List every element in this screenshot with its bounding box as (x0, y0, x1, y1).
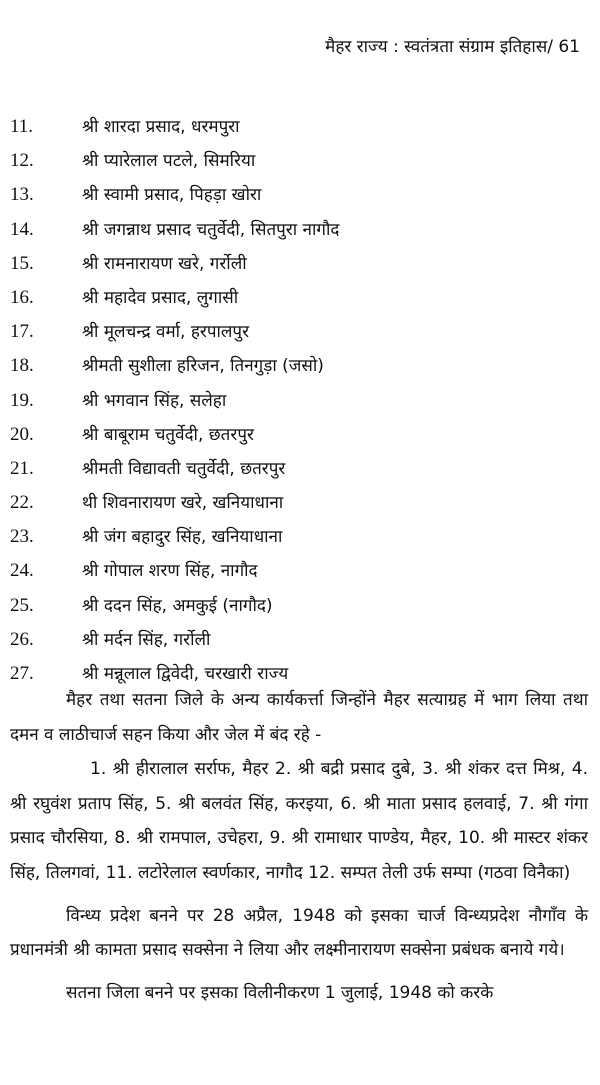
item-text: थी शिवनारायण खरे, खनियाधाना (82, 493, 284, 514)
item-number: 18. (10, 355, 34, 377)
list-item (10, 554, 585, 588)
list-item (10, 247, 585, 281)
paragraph-satna-district: सतना जिला बनने पर इसका विलीनीकरण 1 जुलाई, 1948 को करके (66, 982, 494, 1003)
item-text: श्री जगन्नाथ प्रसाद चतुर्वेदी, सितपुरा नागौद (82, 219, 340, 240)
item-number: 24. (10, 560, 34, 582)
body-text (10, 683, 588, 1010)
paragraph-vindhya-pradesh: विन्ध्य प्रदेश बनने पर 28 अप्रैल, 1948 को इसका चार्ज विन्ध्यप्रदेश नौगाँव के प्रधानमंत्री श्री कामता प्रसाद सक्सेना ने लिया और लक्ष्मीनारायण सक्सेना प्रबंधक बनाये गये। (10, 905, 588, 961)
item-text: श्री महादेव प्रसाद, लुगासी (82, 287, 239, 308)
list-item (10, 520, 585, 554)
item-number: 16. (10, 286, 34, 308)
item-text: श्री ददन सिंह, अमकुई (नागौद) (82, 595, 273, 616)
item-text: श्रीमती सुशीला हरिजन, तिनगुड़ा (जसो) (82, 356, 324, 377)
list-item (10, 418, 585, 452)
item-text: श्रीमती विद्यावती चतुर्वेदी, छतरपुर (82, 458, 286, 479)
item-number: 20. (10, 423, 34, 445)
list-item (10, 349, 585, 383)
paragraph-worker-list: 1. श्री हीरालाल सर्राफ, मैहर 2. श्री बद्री प्रसाद दुबे, 3. श्री शंकर दत्त मिश्र, 4. श्री रघुवंश प्रताप सिंह, 5. श्री बलवंत सिंह, करइया, 6. श्री माता प्रसाद हलवाई, 7. श्री गंगा प्रसाद चौरसिया, 8. श्री रामपाल, उचेहरा, 9. श्री रामाधार पाण्डेय, मैहर, 10. श्री मास्टर शंकर सिंह, तिलगवां, 11. लटोरेलाल स्वर्णकार, नागौद 12. सम्पत तेली उर्फ सम्पा (गठवा विनैका) (10, 759, 588, 883)
item-number: 19. (10, 389, 34, 411)
item-text: श्री जंग बहादुर सिंह, खनियाधाना (82, 527, 283, 548)
list-item (10, 623, 585, 657)
item-text: श्री रामनारायण खरे, गर्रोली (82, 253, 247, 274)
item-number: 14. (10, 218, 34, 240)
list-item (10, 315, 585, 349)
item-number: 13. (10, 184, 34, 206)
item-text: श्री मूलचन्द्र वर्मा, हरपालपुर (82, 322, 250, 343)
item-text: श्री बाबूराम चतुर्वेदी, छतरपुर (82, 424, 254, 445)
list-item (10, 486, 585, 520)
list-item (10, 178, 585, 212)
item-number: 26. (10, 628, 34, 650)
running-header: मैहर राज्य : स्वतंत्रता संग्राम इतिहास/ 61 (325, 37, 580, 57)
item-number: 23. (10, 526, 34, 548)
list-item (10, 452, 585, 486)
item-text: श्री भगवान सिंह, सलेहा (82, 390, 227, 411)
list-item (10, 281, 585, 315)
item-number: 27. (10, 663, 34, 684)
item-number: 25. (10, 594, 34, 616)
item-number: 15. (10, 252, 34, 274)
item-text: श्री शारदा प्रसाद, धरमपुरा (82, 117, 240, 137)
item-number: 11. (10, 116, 34, 137)
item-text: श्री गोपाल शरण सिंह, नागौद (82, 561, 258, 582)
list-item (10, 110, 585, 144)
item-text: श्री मर्दन सिंह, गर्रोली (82, 629, 211, 650)
list-item (10, 589, 585, 623)
list-item (10, 384, 585, 418)
list-item (10, 144, 585, 178)
paragraph-other-workers: मैहर तथा सतना जिले के अन्य कार्यकर्त्ता जिन्होंने मैहर सत्याग्रह में भाग लिया तथा दमन व लाठीचार्ज सहन किया और जेल में बंद रहे - (10, 690, 588, 745)
list-item (10, 213, 585, 247)
item-number: 22. (10, 492, 34, 514)
item-text: श्री मन्नूलाल द्विवेदी, चरखारी राज्य (82, 664, 289, 684)
item-number: 12. (10, 150, 34, 172)
item-number: 21. (10, 457, 34, 479)
item-text: श्री स्वामी प्रसाद, पिहड़ा खोरा (82, 185, 262, 206)
item-number: 17. (10, 321, 34, 343)
item-text: श्री प्यारेलाल पटले, सिमरिया (82, 151, 256, 172)
name-list (10, 110, 585, 691)
